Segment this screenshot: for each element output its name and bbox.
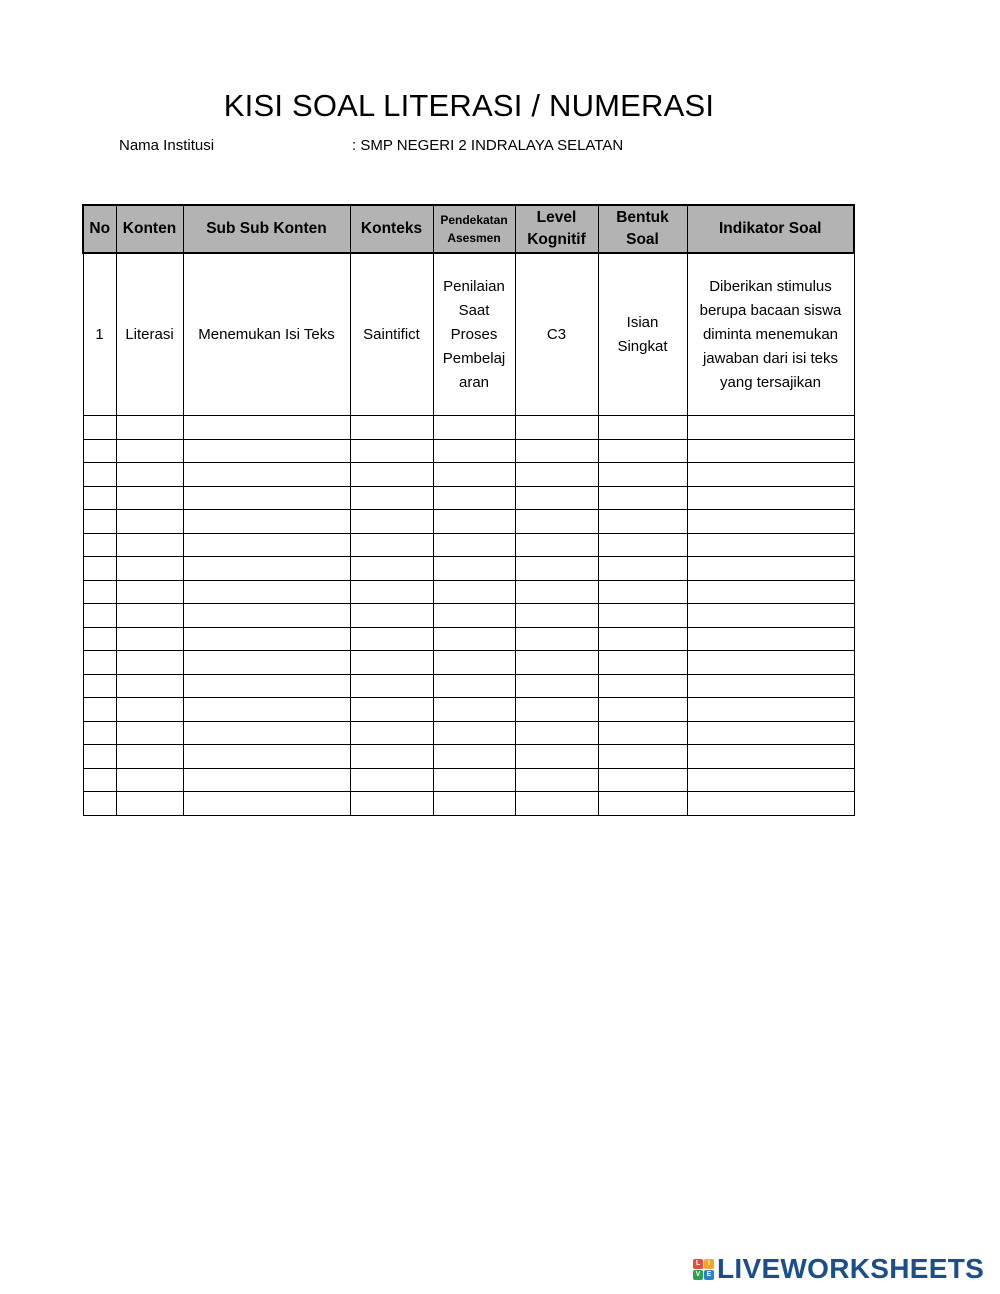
empty-cell	[183, 580, 350, 604]
empty-cell	[515, 651, 598, 675]
table-row-empty	[83, 698, 854, 722]
empty-cell	[598, 557, 687, 581]
empty-cell	[350, 463, 433, 487]
table-row-empty	[83, 792, 854, 816]
empty-cell	[598, 674, 687, 698]
empty-cell	[350, 533, 433, 557]
empty-cell	[350, 792, 433, 816]
empty-cell	[687, 510, 854, 534]
empty-cell	[515, 533, 598, 557]
cell-sub-sub-konten: Menemukan Isi Teks	[183, 253, 350, 416]
table-row-empty	[83, 580, 854, 604]
header-konten: Konten	[116, 205, 183, 253]
empty-cell	[350, 439, 433, 463]
empty-cell	[687, 627, 854, 651]
pendekatan-line: Penilaian	[443, 277, 505, 295]
empty-cell	[350, 627, 433, 651]
empty-cell	[433, 651, 515, 675]
empty-cell	[116, 557, 183, 581]
empty-cell	[83, 627, 116, 651]
empty-cell	[350, 721, 433, 745]
empty-cell	[515, 768, 598, 792]
empty-cell	[598, 416, 687, 440]
empty-cell	[183, 627, 350, 651]
empty-cell	[183, 674, 350, 698]
empty-cell	[350, 768, 433, 792]
empty-cell	[515, 792, 598, 816]
badge-letter: V	[693, 1270, 703, 1280]
empty-cell	[183, 792, 350, 816]
table-header-row	[83, 205, 854, 253]
empty-cell	[183, 698, 350, 722]
badge-letter: I	[704, 1259, 714, 1269]
indikator-line: yang tersajikan	[720, 373, 821, 391]
empty-cell	[116, 416, 183, 440]
empty-cell	[687, 792, 854, 816]
table-row-empty	[83, 627, 854, 651]
empty-cell	[116, 768, 183, 792]
cell-no: 1	[83, 253, 116, 416]
header-bentuk-line1: Bentuk	[616, 209, 669, 226]
table-row-empty	[83, 533, 854, 557]
badge-letter: E	[704, 1270, 714, 1280]
empty-cell	[433, 745, 515, 769]
table-row-empty	[83, 463, 854, 487]
empty-cell	[687, 698, 854, 722]
table-row-empty	[83, 604, 854, 628]
cell-bentuk	[598, 253, 687, 416]
empty-cell	[116, 463, 183, 487]
empty-cell	[116, 745, 183, 769]
table-row-empty	[83, 651, 854, 675]
empty-cell	[116, 533, 183, 557]
empty-cell	[350, 745, 433, 769]
header-indikator-soal: Indikator Soal	[687, 205, 854, 253]
empty-cell	[687, 439, 854, 463]
empty-cell	[515, 557, 598, 581]
empty-cell	[116, 698, 183, 722]
cell-indikator	[687, 253, 854, 416]
header-bentuk-line2: Soal	[626, 231, 659, 248]
empty-cell	[515, 439, 598, 463]
bentuk-line: Singkat	[617, 337, 668, 355]
empty-cell	[598, 463, 687, 487]
cell-konten: Literasi	[116, 253, 183, 416]
empty-cell	[515, 674, 598, 698]
empty-cell	[83, 510, 116, 534]
institution-label: Nama Institusi	[119, 137, 215, 154]
empty-cell	[433, 533, 515, 557]
logo-text: LIVEWORKSHEETS	[717, 1253, 985, 1284]
header-bentuk-soal	[598, 205, 687, 253]
empty-cell	[687, 416, 854, 440]
header-pendekatan-line1: Pendekatan	[440, 213, 508, 227]
empty-cell	[116, 651, 183, 675]
empty-cell	[433, 698, 515, 722]
empty-cell	[598, 439, 687, 463]
empty-cell	[350, 674, 433, 698]
empty-cell	[183, 721, 350, 745]
empty-cell	[433, 721, 515, 745]
empty-cell	[515, 604, 598, 628]
empty-cell	[598, 604, 687, 628]
empty-cell	[83, 745, 116, 769]
table-row-empty	[83, 557, 854, 581]
empty-cell	[350, 486, 433, 510]
header-pendekatan-asesmen	[433, 205, 515, 253]
badge-letter: L	[693, 1259, 703, 1269]
empty-cell	[598, 768, 687, 792]
empty-cell	[83, 792, 116, 816]
empty-cell	[433, 463, 515, 487]
indikator-line: diminta menemukan	[702, 325, 839, 343]
cell-level: C3	[515, 253, 598, 416]
empty-cell	[687, 580, 854, 604]
empty-cell	[116, 627, 183, 651]
empty-cell	[687, 745, 854, 769]
empty-cell	[515, 698, 598, 722]
empty-cell	[116, 486, 183, 510]
empty-cell	[433, 557, 515, 581]
empty-cell	[598, 533, 687, 557]
empty-cell	[598, 745, 687, 769]
empty-cell	[598, 510, 687, 534]
indikator-line: jawaban dari isi teks	[702, 349, 839, 367]
empty-cell	[598, 651, 687, 675]
empty-cell	[116, 510, 183, 534]
header-sub-sub-konten: Sub Sub Konten	[183, 205, 350, 253]
empty-cell	[598, 627, 687, 651]
header-level-line2: Kognitif	[527, 231, 586, 248]
empty-cell	[116, 439, 183, 463]
empty-cell	[433, 580, 515, 604]
empty-cell	[183, 533, 350, 557]
kisi-table	[82, 204, 855, 816]
empty-cell	[433, 416, 515, 440]
empty-cell	[83, 463, 116, 487]
header-no: No	[83, 205, 116, 253]
header-level-line1: Level	[536, 209, 577, 226]
empty-cell	[83, 486, 116, 510]
empty-cell	[350, 580, 433, 604]
liveworksheets-logo	[693, 1254, 984, 1284]
empty-cell	[183, 768, 350, 792]
empty-cell	[433, 674, 515, 698]
empty-cell	[515, 627, 598, 651]
empty-cell	[116, 721, 183, 745]
empty-cell	[598, 486, 687, 510]
empty-cell	[83, 768, 116, 792]
empty-cell	[116, 674, 183, 698]
table-row-empty	[83, 674, 854, 698]
table-row-empty	[83, 745, 854, 769]
empty-cell	[83, 557, 116, 581]
empty-cell	[598, 580, 687, 604]
empty-cell	[83, 439, 116, 463]
empty-cell	[598, 721, 687, 745]
table-row-empty	[83, 416, 854, 440]
empty-cell	[183, 745, 350, 769]
empty-cell	[515, 510, 598, 534]
cell-pendekatan	[433, 253, 515, 416]
empty-cell	[687, 463, 854, 487]
table-row-empty	[83, 768, 854, 792]
empty-cell	[515, 745, 598, 769]
header-level-kognitif	[515, 205, 598, 253]
empty-cell	[183, 486, 350, 510]
empty-cell	[116, 604, 183, 628]
table-row-empty	[83, 439, 854, 463]
empty-cell	[350, 416, 433, 440]
empty-cell	[183, 557, 350, 581]
table-row-empty	[83, 721, 854, 745]
empty-cell	[116, 792, 183, 816]
empty-cell	[598, 698, 687, 722]
empty-cell	[598, 792, 687, 816]
empty-cell	[433, 510, 515, 534]
logo-badge-icon	[693, 1259, 714, 1280]
empty-cell	[83, 416, 116, 440]
pendekatan-line: Saat	[458, 301, 490, 319]
empty-cell	[433, 627, 515, 651]
empty-cell	[687, 651, 854, 675]
table-row	[83, 253, 854, 416]
empty-cell	[433, 604, 515, 628]
table-row-empty	[83, 486, 854, 510]
empty-cell	[183, 416, 350, 440]
empty-cell	[687, 604, 854, 628]
empty-cell	[433, 792, 515, 816]
empty-cell	[515, 463, 598, 487]
empty-cell	[183, 651, 350, 675]
document-title: KISI SOAL LITERASI / NUMERASI	[223, 88, 715, 123]
empty-cell	[83, 721, 116, 745]
empty-cell	[515, 721, 598, 745]
empty-cell	[515, 486, 598, 510]
empty-cell	[183, 604, 350, 628]
empty-cell	[515, 416, 598, 440]
table-row-empty	[83, 510, 854, 534]
header-pendekatan-line2: Asesmen	[447, 231, 501, 245]
empty-cell	[350, 698, 433, 722]
empty-cell	[687, 533, 854, 557]
empty-cell	[687, 721, 854, 745]
empty-cell	[83, 651, 116, 675]
empty-cell	[83, 604, 116, 628]
indikator-line: Diberikan stimulus	[709, 277, 832, 295]
empty-cell	[183, 439, 350, 463]
empty-cell	[433, 768, 515, 792]
empty-cell	[350, 604, 433, 628]
empty-cell	[350, 557, 433, 581]
institution-value: : SMP NEGERI 2 INDRALAYA SELATAN	[352, 137, 624, 154]
bentuk-line: Isian	[626, 313, 659, 331]
empty-cell	[515, 580, 598, 604]
empty-cell	[687, 557, 854, 581]
indikator-line: berupa bacaan siswa	[699, 301, 842, 319]
empty-cell	[350, 651, 433, 675]
empty-cell	[116, 580, 183, 604]
pendekatan-line: aran	[458, 373, 490, 391]
empty-cell	[183, 463, 350, 487]
empty-cell	[183, 510, 350, 534]
empty-cell	[83, 580, 116, 604]
empty-cell	[687, 674, 854, 698]
empty-cell	[687, 768, 854, 792]
empty-cell	[83, 698, 116, 722]
empty-cell	[433, 439, 515, 463]
empty-cell	[350, 510, 433, 534]
pendekatan-line: Pembelaj	[442, 349, 506, 367]
empty-cell	[83, 674, 116, 698]
header-konteks: Konteks	[350, 205, 433, 253]
cell-konteks: Saintifict	[350, 253, 433, 416]
empty-cell	[83, 533, 116, 557]
empty-cell	[433, 486, 515, 510]
pendekatan-line: Proses	[450, 325, 498, 343]
empty-cell	[687, 486, 854, 510]
